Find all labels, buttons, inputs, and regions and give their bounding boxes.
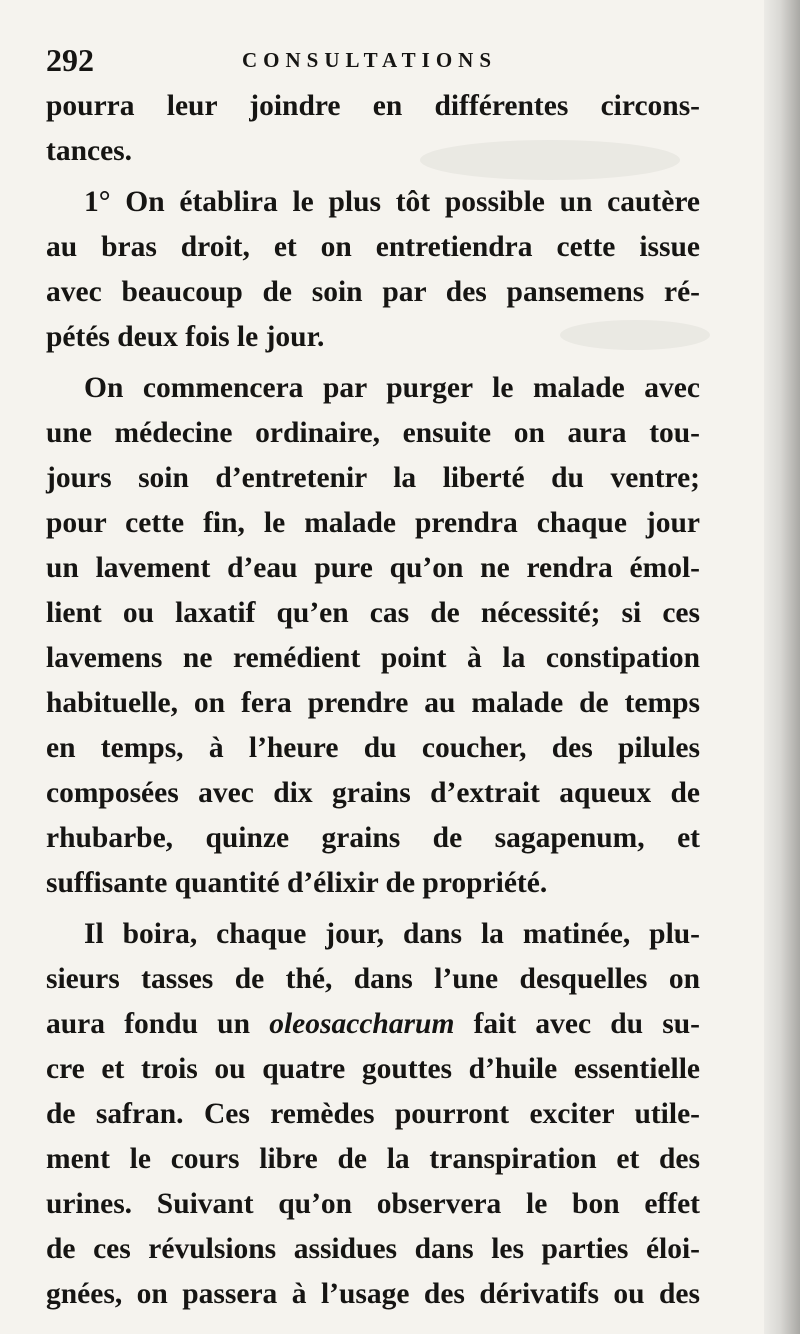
page-header bbox=[46, 40, 706, 80]
text-line: pourra leur joindre en différentes circons- bbox=[46, 90, 700, 122]
text-line: au bras droit, et on entretiendra cette issue bbox=[46, 231, 700, 263]
text-line: pétés deux fois le jour. bbox=[46, 321, 325, 353]
text-line: rhubarbe, quinze grains de sagapenum, et bbox=[46, 822, 700, 854]
text-line: On commencera par purger le malade avec bbox=[84, 372, 700, 404]
body-text bbox=[46, 84, 700, 1317]
text-line: de ces révulsions assidues dans les parties éloi- bbox=[46, 1233, 700, 1265]
paragraph bbox=[46, 84, 700, 174]
text-line: de safran. Ces remèdes pourront exciter utile- bbox=[46, 1098, 700, 1130]
text-line: suffisante quantité d’élixir de propriété. bbox=[46, 867, 548, 899]
text-line: composées avec dix grains d’extrait aqueux de bbox=[46, 777, 700, 809]
text-line: un lavement d’eau pure qu’on ne rendra émol- bbox=[46, 552, 700, 584]
text-line: tances. bbox=[46, 135, 133, 167]
text-line: en temps, à l’heure du coucher, des pilules bbox=[46, 732, 700, 764]
text-line: Il boira, chaque jour, dans la matinée, plu- bbox=[84, 918, 700, 950]
text-line: ment le cours libre de la transpiration et des bbox=[46, 1143, 700, 1175]
text-line: lient ou laxatif qu’en cas de nécessité; si ces bbox=[46, 597, 700, 629]
paragraph bbox=[46, 912, 700, 1317]
text-line: habituelle, on fera prendre au malade de temps bbox=[46, 687, 700, 719]
running-head: CONSULTATIONS bbox=[242, 48, 498, 72]
text-line: lavemens ne remédient point à la constipation bbox=[46, 642, 700, 674]
text-line: gnées, on passera à l’usage des dérivatifs ou des bbox=[46, 1278, 700, 1310]
text-line: jours soin d’entretenir la liberté du ventre; bbox=[46, 462, 700, 494]
page-number: 292 bbox=[46, 42, 94, 78]
text-line: aura fondu un oleosaccharum fait avec du su- bbox=[46, 1008, 700, 1040]
paragraph bbox=[46, 366, 700, 906]
paragraph bbox=[46, 180, 700, 360]
text-line: pour cette fin, le malade prendra chaque jour bbox=[46, 507, 700, 539]
italic-term: oleosaccharum bbox=[269, 1008, 455, 1040]
text-line: 1° On établira le plus tôt possible un cautère bbox=[84, 186, 700, 218]
text-line: urines. Suivant qu’on observera le bon effet bbox=[46, 1188, 700, 1220]
text-line: cre et trois ou quatre gouttes d’huile essentielle bbox=[46, 1053, 700, 1085]
page-edge-shadow bbox=[764, 0, 800, 1334]
text-line: sieurs tasses de thé, dans l’une desquelles on bbox=[46, 963, 700, 995]
text-line: une médecine ordinaire, ensuite on aura tou- bbox=[46, 417, 700, 449]
text-line: avec beaucoup de soin par des pansemens ré- bbox=[46, 276, 700, 308]
